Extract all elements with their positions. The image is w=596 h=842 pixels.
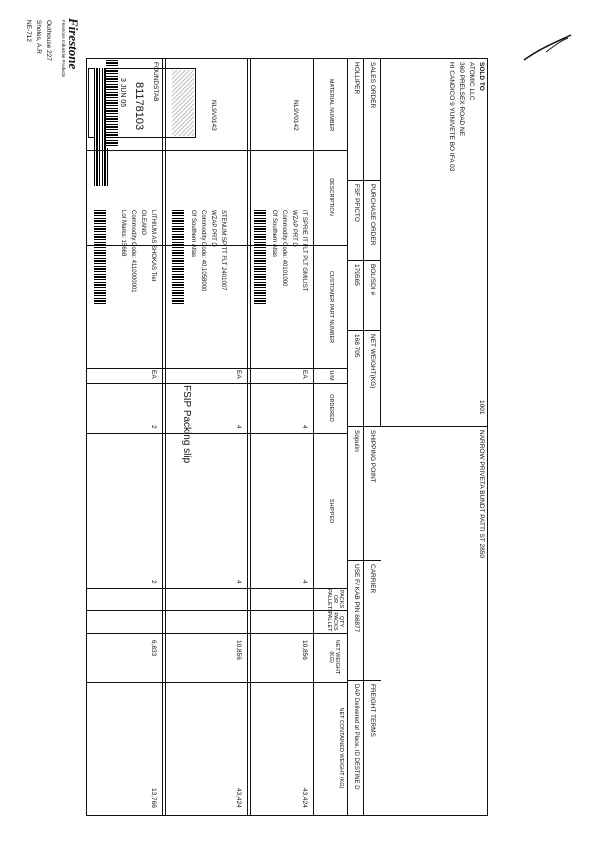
- val-shipping-point: Sopulin: [353, 430, 360, 452]
- row2-shipped: 4: [235, 580, 242, 584]
- row1-desc-2: WZAP PRT D: [291, 210, 297, 247]
- row1-desc-4: Of Southern Atlas: [271, 210, 277, 258]
- row2-desc-1: STENUM SP TT FLT 2401007: [220, 210, 226, 291]
- col-description: DESCRIPTION: [328, 178, 334, 216]
- val-carrier: USE F/ KAB PIN 66877: [353, 564, 360, 633]
- val-net-weight: 168 705: [353, 334, 360, 358]
- row3-desc-2: OLEANO: [140, 210, 146, 236]
- slip-date: 3 JUN 05: [119, 78, 126, 108]
- row3-contained: 13,766: [150, 788, 157, 808]
- ship-to-line-1: 360 PRELSEX ROAD NE: [458, 62, 465, 137]
- row3-net-weight: 6,833: [150, 640, 157, 657]
- row3-ordered: 2: [150, 425, 157, 429]
- hdr-carrier: CARRIER: [369, 564, 376, 594]
- col-contained-weight: NET CONTAINED WEIGHT (KG): [338, 707, 344, 789]
- row1-barcode: [254, 210, 266, 305]
- sold-to-name: ATOMIC LLC: [468, 62, 475, 101]
- col-shipped: SHIPPED: [328, 498, 334, 524]
- row2-desc-4: Of Southern Atlas: [190, 210, 196, 258]
- main-frame: [86, 58, 488, 816]
- row1-desc-3: Commodity Code: 40101000: [281, 210, 287, 287]
- col-packs: PACKS OR PALLETS: [325, 589, 344, 613]
- hdr-bol: BOL/SDI #: [369, 264, 376, 296]
- row1-barcode-b: [106, 60, 118, 148]
- val-freight-terms: DAP Delivered at Place, ID DESTINE D: [353, 684, 359, 790]
- col-um: U/M: [328, 370, 334, 381]
- brand-subtitle: Firestone Industrial Products: [61, 20, 66, 78]
- col-ordered: ORDERED: [328, 394, 334, 422]
- col-qty-packs: QTY PACKS PALLET: [325, 611, 344, 632]
- company-address-line-1: Outhouse 227: [45, 20, 52, 61]
- brand-logo: Firestone: [66, 18, 81, 70]
- row3-desc-3: Commodity Code: 4110000001: [130, 210, 136, 293]
- val-sales-order: HOLLIPER: [353, 62, 360, 95]
- address-right: NARROW PRIVETA BUNDT PATTI ST 2850: [478, 430, 485, 558]
- row1-desc-1: IT SPRIE IT FLT PLT GMILIST: [301, 210, 307, 292]
- row3-material: FOUNDSTAB: [152, 62, 159, 102]
- pen-mark-icon: [516, 30, 576, 70]
- ship-to-line-2: HI CANDICO 9 YUNIVETE BO IFA 03: [448, 62, 455, 172]
- col-net-weight: NET WEIGHT (KG): [327, 639, 340, 675]
- row2-net-weight: 10,856: [235, 640, 242, 660]
- val-bol: 179565: [353, 264, 360, 286]
- slip-number: 81178103: [133, 82, 145, 131]
- row2-desc-2: WZAP PRT D: [210, 210, 216, 247]
- hdr-purchase-order: PURCHASE ORDER: [369, 184, 376, 246]
- row1-material: NL9V0142: [292, 100, 299, 131]
- row2-ordered: 4: [235, 425, 242, 429]
- row2-barcode: [172, 210, 184, 305]
- document-title: FSIP Packing slip: [181, 385, 192, 464]
- row3-barcode: [94, 210, 106, 305]
- col-material-number: MATERIAL NUMBER: [328, 78, 334, 132]
- hdr-freight-terms: FREIGHT TERMS: [369, 684, 376, 737]
- hdr-shipping-point: SHIPPING POINT: [369, 430, 376, 483]
- ship-to-code: 1001: [478, 400, 485, 415]
- row3-desc-1: LITHIUM AS SHOKAS Tier: [150, 210, 156, 282]
- row3-shipped: 2: [150, 580, 157, 584]
- row1-contained: 43,424: [301, 788, 308, 808]
- company-address-line-3: NE-712: [25, 20, 32, 43]
- row1-net-weight: 10,856: [301, 640, 308, 660]
- sold-to-label: SOLD TO: [478, 62, 485, 91]
- val-purchase-order: FSF PFICTO: [353, 184, 360, 222]
- col-customer-part: CUSTOMER PART NUMBER: [328, 270, 334, 344]
- row2-contained: 43,424: [235, 788, 242, 808]
- row2-material: NL9V0143: [210, 100, 217, 131]
- company-address-line-2: Sholes, A.R: [35, 20, 42, 54]
- row1-um: EA: [301, 370, 308, 379]
- row2-um: EA: [235, 370, 242, 379]
- hdr-net-weight: NET WEIGHT(KG): [369, 334, 376, 389]
- row2-desc-3: Commodity Code: 40,1058000: [200, 210, 206, 292]
- hdr-sales-order: SALES ORDER: [369, 62, 376, 109]
- row1-shipped: 4: [301, 580, 308, 584]
- row3-um: EA: [150, 370, 157, 379]
- row1-ordered: 4: [301, 425, 308, 429]
- row3-desc-4: Lot Marks: 15668: [120, 210, 126, 257]
